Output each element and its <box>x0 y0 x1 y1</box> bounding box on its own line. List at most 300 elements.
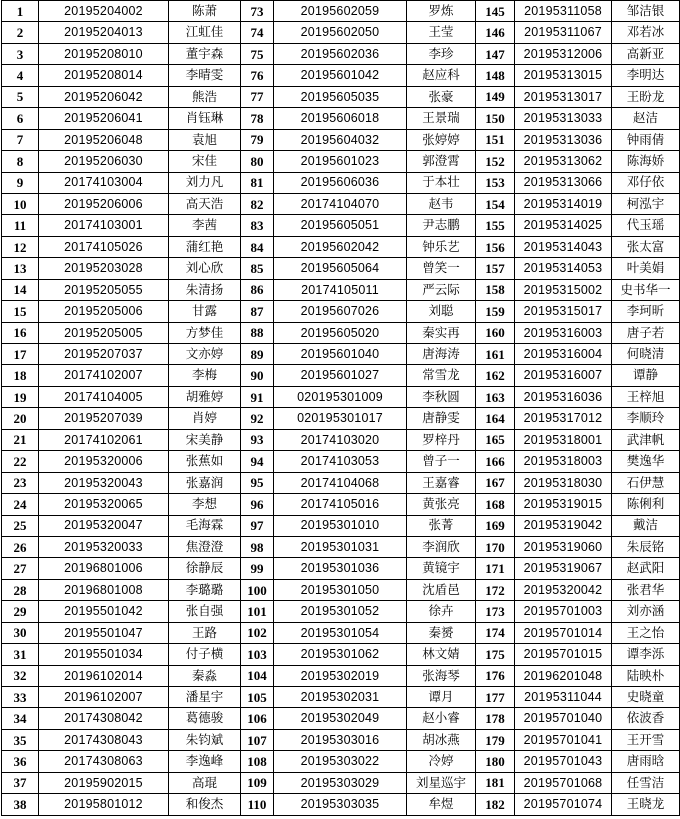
student-name: 秦淼 <box>169 665 241 686</box>
student-name: 邹洁银 <box>612 1 680 22</box>
row-number: 38 <box>2 794 39 815</box>
student-id: 20195302019 <box>274 665 407 686</box>
row-number: 94 <box>241 451 274 472</box>
row-number: 29 <box>2 601 39 622</box>
student-id: 20195207037 <box>39 344 169 365</box>
table-row <box>2 22 680 43</box>
row-number: 162 <box>476 365 515 386</box>
row-number: 83 <box>241 215 274 236</box>
row-number: 180 <box>476 751 515 772</box>
student-name: 罗炼 <box>407 1 476 22</box>
row-number: 101 <box>241 601 274 622</box>
student-name: 朱辰铭 <box>612 536 680 557</box>
table-row <box>2 193 680 214</box>
student-id: 20195318003 <box>515 451 612 472</box>
student-id: 20195205005 <box>39 322 169 343</box>
row-number: 170 <box>476 536 515 557</box>
student-name: 和俊杰 <box>169 794 241 815</box>
student-name: 何晓清 <box>612 344 680 365</box>
student-id: 20174104005 <box>39 386 169 407</box>
student-id: 20195701014 <box>515 622 612 643</box>
table-row <box>2 536 680 557</box>
student-id: 20195206048 <box>39 129 169 150</box>
student-id: 20195208010 <box>39 43 169 64</box>
row-number: 107 <box>241 729 274 750</box>
student-id: 20195606018 <box>274 108 407 129</box>
student-name: 依波香 <box>612 708 680 729</box>
row-number: 1 <box>2 1 39 22</box>
table-row <box>2 708 680 729</box>
student-id: 020195301017 <box>274 408 407 429</box>
row-number: 14 <box>2 279 39 300</box>
row-number: 104 <box>241 665 274 686</box>
row-number: 145 <box>476 1 515 22</box>
student-id: 20195602042 <box>274 236 407 257</box>
student-name: 林文婧 <box>407 644 476 665</box>
student-id: 20195601042 <box>274 65 407 86</box>
row-number: 87 <box>241 301 274 322</box>
student-name: 曾子一 <box>407 451 476 472</box>
student-id: 20195607026 <box>274 301 407 322</box>
student-id: 20195319042 <box>515 515 612 536</box>
row-number: 95 <box>241 472 274 493</box>
student-id: 20174308042 <box>39 708 169 729</box>
student-id: 20195313066 <box>515 172 612 193</box>
row-number: 33 <box>2 687 39 708</box>
row-number: 98 <box>241 536 274 557</box>
row-number: 16 <box>2 322 39 343</box>
student-name: 江虹佳 <box>169 22 241 43</box>
row-number: 174 <box>476 622 515 643</box>
student-name: 张太富 <box>612 236 680 257</box>
student-name: 尹志鹏 <box>407 215 476 236</box>
student-id: 20174103020 <box>274 429 407 450</box>
student-name: 胡冰燕 <box>407 729 476 750</box>
student-name: 李想 <box>169 494 241 515</box>
student-name: 李秋圆 <box>407 386 476 407</box>
row-number: 10 <box>2 193 39 214</box>
student-name: 董宇森 <box>169 43 241 64</box>
student-id: 20195317012 <box>515 408 612 429</box>
row-number: 166 <box>476 451 515 472</box>
row-number: 176 <box>476 665 515 686</box>
student-id: 20195316007 <box>515 365 612 386</box>
student-id: 20195313036 <box>515 129 612 150</box>
row-number: 160 <box>476 322 515 343</box>
row-number: 77 <box>241 86 274 107</box>
student-name: 徐静辰 <box>169 558 241 579</box>
student-id: 20195316003 <box>515 322 612 343</box>
student-id: 20195605035 <box>274 86 407 107</box>
student-name: 冷婷 <box>407 751 476 772</box>
student-name: 蒲红艳 <box>169 236 241 257</box>
student-id: 020195301009 <box>274 386 407 407</box>
student-name: 唐海涛 <box>407 344 476 365</box>
student-name: 史晓童 <box>612 687 680 708</box>
student-name: 赵韦 <box>407 193 476 214</box>
row-number: 8 <box>2 151 39 172</box>
student-id: 20195301050 <box>274 579 407 600</box>
row-number: 168 <box>476 494 515 515</box>
student-name: 陈萧 <box>169 1 241 22</box>
student-name: 张豪 <box>407 86 476 107</box>
student-name: 熊浩 <box>169 86 241 107</box>
student-id: 20195301031 <box>274 536 407 557</box>
table-row <box>2 729 680 750</box>
student-name: 刘心欣 <box>169 258 241 279</box>
table-row <box>2 751 680 772</box>
student-id: 20195301052 <box>274 601 407 622</box>
student-name: 牟煜 <box>407 794 476 815</box>
student-name: 王晓龙 <box>612 794 680 815</box>
student-name: 高天浩 <box>169 193 241 214</box>
student-id: 20195302031 <box>274 687 407 708</box>
student-id: 20195204013 <box>39 22 169 43</box>
row-number: 92 <box>241 408 274 429</box>
row-number: 154 <box>476 193 515 214</box>
student-name: 李璐璐 <box>169 579 241 600</box>
student-id: 20195320033 <box>39 536 169 557</box>
row-number: 73 <box>241 1 274 22</box>
row-number: 158 <box>476 279 515 300</box>
student-id: 20196102007 <box>39 687 169 708</box>
student-id: 20174104068 <box>274 472 407 493</box>
student-name: 李晴雯 <box>169 65 241 86</box>
student-id: 20195319015 <box>515 494 612 515</box>
student-id: 20174308063 <box>39 751 169 772</box>
row-number: 81 <box>241 172 274 193</box>
student-id: 20174103001 <box>39 215 169 236</box>
student-name: 葛德骏 <box>169 708 241 729</box>
student-id: 20195316004 <box>515 344 612 365</box>
student-id: 20195312006 <box>515 43 612 64</box>
row-number: 2 <box>2 22 39 43</box>
student-id: 20195301054 <box>274 622 407 643</box>
table-row <box>2 687 680 708</box>
row-number: 93 <box>241 429 274 450</box>
row-number: 181 <box>476 772 515 793</box>
student-name: 李逸峰 <box>169 751 241 772</box>
student-id: 20195501047 <box>39 622 169 643</box>
row-number: 178 <box>476 708 515 729</box>
row-number: 37 <box>2 772 39 793</box>
row-number: 17 <box>2 344 39 365</box>
row-number: 99 <box>241 558 274 579</box>
student-name: 谭静 <box>612 365 680 386</box>
table-row <box>2 494 680 515</box>
student-id: 20195313015 <box>515 65 612 86</box>
row-number: 172 <box>476 579 515 600</box>
row-number: 35 <box>2 729 39 750</box>
row-number: 86 <box>241 279 274 300</box>
table-row <box>2 344 680 365</box>
row-number: 156 <box>476 236 515 257</box>
student-name: 刘力凡 <box>169 172 241 193</box>
row-number: 155 <box>476 215 515 236</box>
student-name: 潘星宇 <box>169 687 241 708</box>
student-id: 20195319060 <box>515 536 612 557</box>
student-name: 邓若冰 <box>612 22 680 43</box>
student-id: 20195303022 <box>274 751 407 772</box>
row-number: 23 <box>2 472 39 493</box>
student-name: 甘露 <box>169 301 241 322</box>
student-id: 20195207039 <box>39 408 169 429</box>
table-row <box>2 772 680 793</box>
row-number: 147 <box>476 43 515 64</box>
student-name: 李顺玲 <box>612 408 680 429</box>
row-number: 25 <box>2 515 39 536</box>
student-id: 20174105026 <box>39 236 169 257</box>
row-number: 30 <box>2 622 39 643</box>
row-number: 31 <box>2 644 39 665</box>
student-name: 赵应科 <box>407 65 476 86</box>
student-name: 王路 <box>169 622 241 643</box>
student-name: 张君华 <box>612 579 680 600</box>
table-row <box>2 386 680 407</box>
table-row <box>2 472 680 493</box>
row-number: 9 <box>2 172 39 193</box>
student-id: 20195701074 <box>515 794 612 815</box>
student-id: 20195320047 <box>39 515 169 536</box>
student-id: 20195311067 <box>515 22 612 43</box>
student-id: 20195601040 <box>274 344 407 365</box>
student-name: 王景瑞 <box>407 108 476 129</box>
row-number: 80 <box>241 151 274 172</box>
student-name: 李珂昕 <box>612 301 680 322</box>
row-number: 84 <box>241 236 274 257</box>
row-number: 175 <box>476 644 515 665</box>
student-id: 20195602059 <box>274 1 407 22</box>
row-number: 108 <box>241 751 274 772</box>
student-name: 王莹 <box>407 22 476 43</box>
row-number: 32 <box>2 665 39 686</box>
table-row <box>2 451 680 472</box>
row-number: 146 <box>476 22 515 43</box>
student-name: 袁旭 <box>169 129 241 150</box>
student-name: 高琨 <box>169 772 241 793</box>
row-number: 7 <box>2 129 39 150</box>
student-name: 唐静雯 <box>407 408 476 429</box>
table-row <box>2 558 680 579</box>
student-name: 钟雨倩 <box>612 129 680 150</box>
student-name: 王开雪 <box>612 729 680 750</box>
row-number: 151 <box>476 129 515 150</box>
student-name: 朱清扬 <box>169 279 241 300</box>
table-row <box>2 644 680 665</box>
student-name: 文亦婷 <box>169 344 241 365</box>
row-number: 105 <box>241 687 274 708</box>
student-name: 武津帆 <box>612 429 680 450</box>
row-number: 4 <box>2 65 39 86</box>
student-roster-table <box>1 0 680 816</box>
student-name: 赵小睿 <box>407 708 476 729</box>
row-number: 165 <box>476 429 515 450</box>
student-id: 20174104070 <box>274 193 407 214</box>
student-name: 邓仔依 <box>612 172 680 193</box>
student-id: 20195316036 <box>515 386 612 407</box>
row-number: 103 <box>241 644 274 665</box>
student-id: 20196801008 <box>39 579 169 600</box>
student-id: 20195301036 <box>274 558 407 579</box>
table-row <box>2 172 680 193</box>
row-number: 167 <box>476 472 515 493</box>
student-name: 焦澄澄 <box>169 536 241 557</box>
student-id: 20195314019 <box>515 193 612 214</box>
row-number: 171 <box>476 558 515 579</box>
student-name: 陈俐利 <box>612 494 680 515</box>
student-name: 张婷婷 <box>407 129 476 150</box>
student-name: 赵武阳 <box>612 558 680 579</box>
row-number: 96 <box>241 494 274 515</box>
student-id: 20195601027 <box>274 365 407 386</box>
student-id: 20174102061 <box>39 429 169 450</box>
student-id: 20195701015 <box>515 644 612 665</box>
roster-body <box>2 1 680 816</box>
row-number: 85 <box>241 258 274 279</box>
student-id: 20195315002 <box>515 279 612 300</box>
table-row <box>2 622 680 643</box>
table-row <box>2 665 680 686</box>
student-id: 20195604032 <box>274 129 407 150</box>
student-name: 张菁 <box>407 515 476 536</box>
row-number: 15 <box>2 301 39 322</box>
student-name: 常雪龙 <box>407 365 476 386</box>
student-name: 陆映朴 <box>612 665 680 686</box>
row-number: 153 <box>476 172 515 193</box>
student-id: 20195602036 <box>274 43 407 64</box>
student-id: 20195206042 <box>39 86 169 107</box>
student-name: 任雪洁 <box>612 772 680 793</box>
student-id: 20195315017 <box>515 301 612 322</box>
row-number: 157 <box>476 258 515 279</box>
student-id: 20195311044 <box>515 687 612 708</box>
table-row <box>2 365 680 386</box>
row-number: 149 <box>476 86 515 107</box>
student-id: 20195501042 <box>39 601 169 622</box>
row-number: 90 <box>241 365 274 386</box>
student-name: 唐子若 <box>612 322 680 343</box>
row-number: 26 <box>2 536 39 557</box>
student-name: 肖钰琳 <box>169 108 241 129</box>
table-row <box>2 579 680 600</box>
student-id: 20195303016 <box>274 729 407 750</box>
table-row <box>2 279 680 300</box>
row-number: 22 <box>2 451 39 472</box>
student-id: 20195701043 <box>515 751 612 772</box>
student-name: 王盼龙 <box>612 86 680 107</box>
student-id: 20195701003 <box>515 601 612 622</box>
student-id: 20196801006 <box>39 558 169 579</box>
row-number: 177 <box>476 687 515 708</box>
student-name: 方梦佳 <box>169 322 241 343</box>
row-number: 21 <box>2 429 39 450</box>
row-number: 148 <box>476 65 515 86</box>
student-name: 柯泓宇 <box>612 193 680 214</box>
row-number: 97 <box>241 515 274 536</box>
student-name: 赵洁 <box>612 108 680 129</box>
student-name: 李润欣 <box>407 536 476 557</box>
student-id: 20174105011 <box>274 279 407 300</box>
row-number: 159 <box>476 301 515 322</box>
row-number: 74 <box>241 22 274 43</box>
row-number: 161 <box>476 344 515 365</box>
student-id: 20195318030 <box>515 472 612 493</box>
student-name: 刘亦涵 <box>612 601 680 622</box>
student-id: 20196201048 <box>515 665 612 686</box>
student-name: 唐雨晗 <box>612 751 680 772</box>
student-id: 20195606036 <box>274 172 407 193</box>
student-id: 20195314053 <box>515 258 612 279</box>
student-name: 于本壮 <box>407 172 476 193</box>
row-number: 150 <box>476 108 515 129</box>
row-number: 102 <box>241 622 274 643</box>
row-number: 106 <box>241 708 274 729</box>
table-row <box>2 429 680 450</box>
table-row <box>2 1 680 22</box>
student-name: 李梅 <box>169 365 241 386</box>
student-id: 20195301010 <box>274 515 407 536</box>
table-row <box>2 65 680 86</box>
student-name: 史书华一 <box>612 279 680 300</box>
student-name: 黄张亮 <box>407 494 476 515</box>
student-name: 沈盾邑 <box>407 579 476 600</box>
student-name: 秦实再 <box>407 322 476 343</box>
student-name: 谭李泺 <box>612 644 680 665</box>
row-number: 109 <box>241 772 274 793</box>
student-name: 徐卉 <box>407 601 476 622</box>
student-name: 罗梓丹 <box>407 429 476 450</box>
student-id: 20195605051 <box>274 215 407 236</box>
student-name: 王嘉睿 <box>407 472 476 493</box>
student-id: 20195701041 <box>515 729 612 750</box>
student-id: 20195204002 <box>39 1 169 22</box>
student-name: 秦赟 <box>407 622 476 643</box>
student-name: 石伊慧 <box>612 472 680 493</box>
table-row <box>2 322 680 343</box>
row-number: 36 <box>2 751 39 772</box>
row-number: 100 <box>241 579 274 600</box>
row-number: 164 <box>476 408 515 429</box>
student-name: 陈海娇 <box>612 151 680 172</box>
student-id: 20195605064 <box>274 258 407 279</box>
student-name: 朱钧斌 <box>169 729 241 750</box>
student-name: 高新亚 <box>612 43 680 64</box>
row-number: 13 <box>2 258 39 279</box>
row-number: 163 <box>476 386 515 407</box>
row-number: 173 <box>476 601 515 622</box>
row-number: 76 <box>241 65 274 86</box>
student-id: 20196102014 <box>39 665 169 686</box>
student-id: 20195601023 <box>274 151 407 172</box>
student-name: 郭澄霄 <box>407 151 476 172</box>
student-name: 钟乐艺 <box>407 236 476 257</box>
table-row <box>2 601 680 622</box>
student-id: 20195302049 <box>274 708 407 729</box>
row-number: 75 <box>241 43 274 64</box>
student-name: 曾笑一 <box>407 258 476 279</box>
table-row <box>2 258 680 279</box>
student-id: 20195303029 <box>274 772 407 793</box>
student-name: 李珍 <box>407 43 476 64</box>
student-id: 20174105016 <box>274 494 407 515</box>
student-id: 20195801012 <box>39 794 169 815</box>
student-name: 李明达 <box>612 65 680 86</box>
row-number: 20 <box>2 408 39 429</box>
student-id: 20195303035 <box>274 794 407 815</box>
student-id: 20195206030 <box>39 151 169 172</box>
student-id: 20195313062 <box>515 151 612 172</box>
student-name: 宋佳 <box>169 151 241 172</box>
